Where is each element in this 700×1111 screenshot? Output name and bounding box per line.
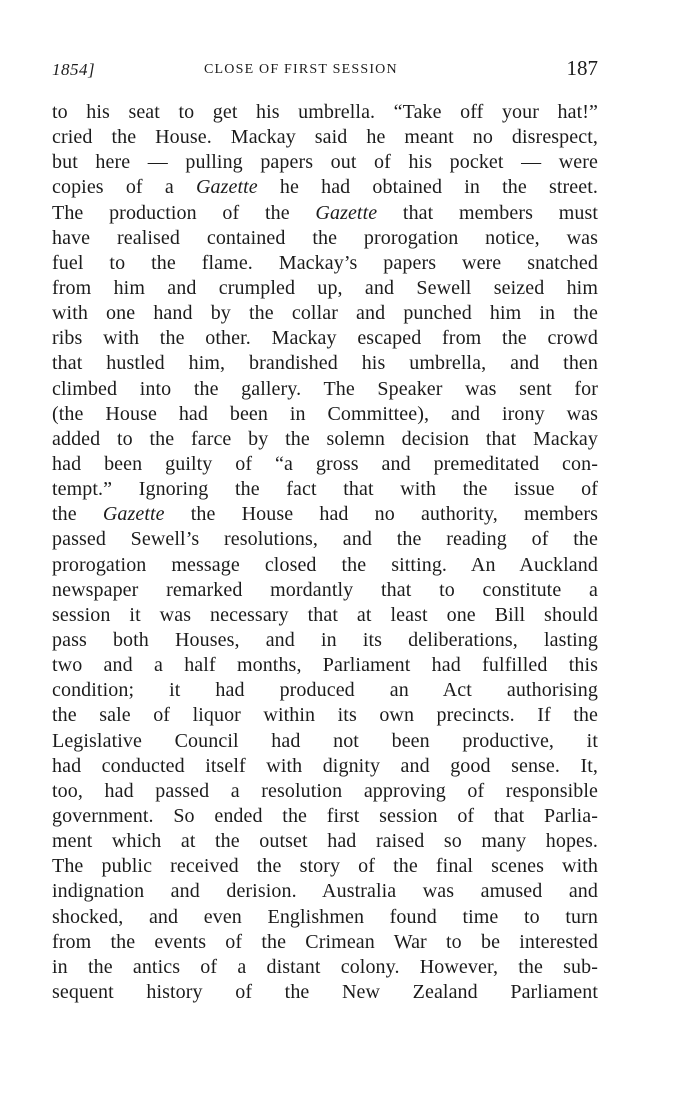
text-line: in the antics of a distant colony. However, the sub- <box>52 955 598 978</box>
italic-title: Gazette <box>195 176 258 199</box>
text-line: copies of a Gazette he had obtained in the street. <box>52 176 598 199</box>
text-line: had conducted itself with dignity and good sense. It, <box>52 754 598 777</box>
text-line: that hustled him, brandished his umbrella, and then <box>52 352 598 375</box>
text-line: from him and crumpled up, and Sewell seized him <box>52 276 598 299</box>
text-line: Legislative Council had not been productive, it <box>52 729 598 752</box>
text-line: The public received the story of the final scenes with <box>52 855 598 878</box>
text-line: added to the farce by the solemn decision that Mackay <box>52 427 598 450</box>
text-line: shocked, and even Englishmen found time to turn <box>52 905 598 928</box>
text-line: from the events of the Crimean War to be interested <box>52 930 598 953</box>
text-line: climbed into the gallery. The Speaker was sent for <box>52 377 598 400</box>
text-line: The production of the Gazette that members must <box>52 201 598 224</box>
text-line: government. So ended the first session of that Parlia- <box>52 804 598 827</box>
running-header <box>52 56 598 86</box>
text-line: session it was necessary that at least one Bill should <box>52 603 598 626</box>
text-line: (the House had been in Committee), and irony was <box>52 402 598 425</box>
body-text <box>52 100 598 1005</box>
text-line: cried the House. Mackay said he meant no disrespect, <box>52 126 598 149</box>
text-line: too, had passed a resolution approving of responsible <box>52 779 598 802</box>
text-line: had been guilty of “a gross and premeditated con- <box>52 452 598 475</box>
text-line: ribs with the other. Mackay escaped from the crowd <box>52 327 598 350</box>
italic-title: Gazette <box>102 503 165 526</box>
page-number: 187 <box>566 56 598 80</box>
text-line: the Gazette the House had no authority, members <box>52 503 598 526</box>
text-line: prorogation message closed the sitting. An Auckland <box>52 553 598 576</box>
header-year: 1854] <box>52 60 96 79</box>
text-line: have realised contained the prorogation notice, was <box>52 226 598 249</box>
text-line: the sale of liquor within its own precincts. If the <box>52 704 598 727</box>
text-line: tempt.” Ignoring the fact that with the issue of <box>52 478 598 501</box>
running-title: CLOSE OF FIRST SESSION <box>204 62 398 77</box>
text-line: indignation and derision. Australia was amused and <box>52 880 598 903</box>
text-line: but here — pulling papers out of his pocket — were <box>52 151 598 174</box>
italic-title: Gazette <box>315 201 378 224</box>
text-line: to his seat to get his umbrella. “Take off your hat!” <box>52 101 598 123</box>
text-line: two and a half months, Parliament had fulfilled this <box>52 654 598 677</box>
text-line: newspaper remarked mordantly that to constitute a <box>52 578 598 601</box>
text-line: passed Sewell’s resolutions, and the reading of the <box>52 528 598 551</box>
text-line: fuel to the flame. Mackay’s papers were snatched <box>52 251 598 274</box>
text-line: ment which at the outset had raised so many hopes. <box>52 830 598 853</box>
text-line: with one hand by the collar and punched him in the <box>52 302 598 325</box>
text-line: condition; it had produced an Act authorising <box>52 679 598 702</box>
text-line: pass both Houses, and in its deliberations, lasting <box>52 628 598 651</box>
text-line: sequent history of the New Zealand Parliament <box>52 980 598 1003</box>
